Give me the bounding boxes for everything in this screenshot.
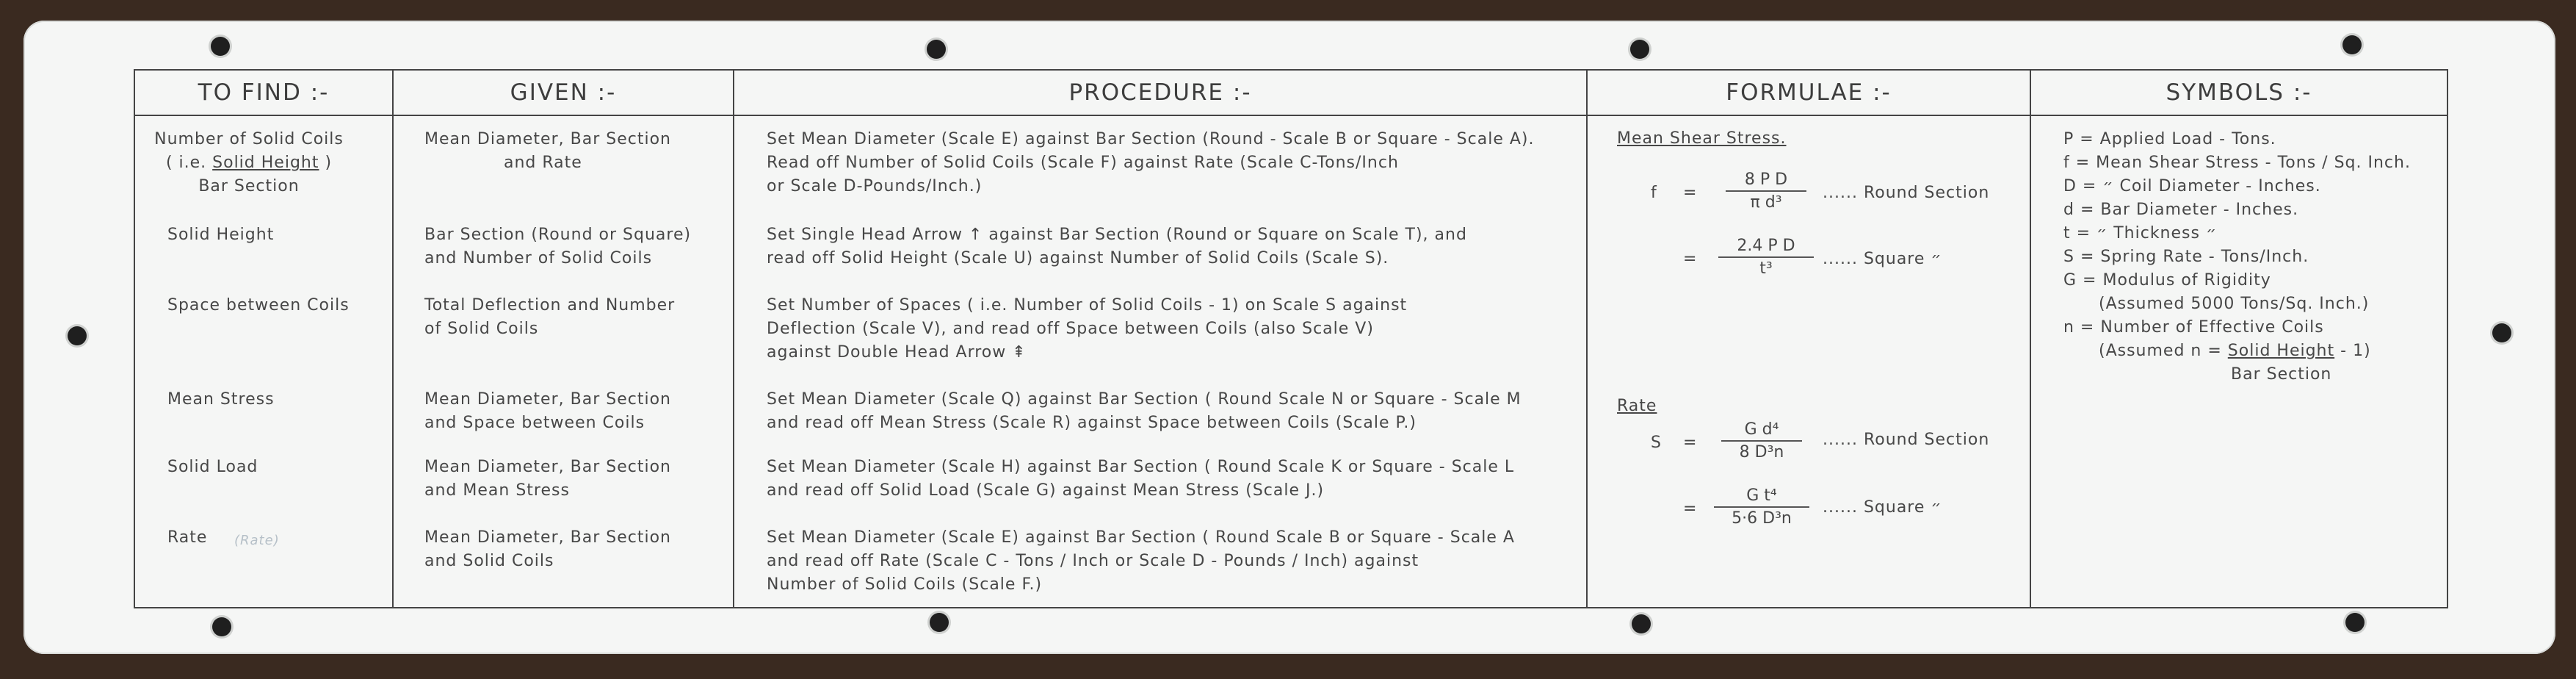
given-line: and Space between Coils bbox=[424, 414, 645, 432]
symbols-column bbox=[2030, 115, 2447, 608]
table-body bbox=[134, 115, 2447, 608]
equals-sign: = bbox=[1683, 500, 1698, 518]
formulae-column bbox=[1587, 115, 2030, 608]
procedure-line: Set Mean Diameter (Scale Q) against Bar Section ( Round Scale N or Square - Scale M bbox=[767, 390, 1522, 409]
mounting-hole bbox=[2342, 35, 2362, 54]
procedure-line: Set Single Head Arrow ↑ against Bar Section (Round or Square on Scale T), and bbox=[767, 226, 1467, 244]
given-line: Mean Diameter, Bar Section bbox=[424, 130, 671, 148]
row-procedure bbox=[734, 223, 1586, 294]
find-line: Solid Load bbox=[167, 458, 258, 476]
fraction-denominator: 5·6 D³n bbox=[1732, 509, 1792, 528]
row-find bbox=[135, 456, 392, 526]
symbol-line: d = Bar Diameter - Inches. bbox=[2063, 201, 2299, 219]
procedure-line: Deflection (Scale V), and read off Space between Coils (also Scale V) bbox=[767, 320, 1374, 338]
fraction-numerator: G d⁴ bbox=[1721, 420, 1802, 442]
header-symbols: SYMBOLS :- bbox=[2030, 70, 2447, 115]
row-procedure bbox=[734, 294, 1586, 388]
equals-sign: = bbox=[1683, 184, 1698, 202]
procedure-line: Set Mean Diameter (Scale H) against Bar Section ( Round Scale K or Square - Scale L bbox=[767, 458, 1515, 476]
procedure-line: and read off Rate (Scale C - Tons / Inch or Scale D - Pounds / Inch) against bbox=[767, 552, 1419, 570]
shear-square-fraction bbox=[1718, 237, 1814, 278]
symbols-list bbox=[2031, 128, 2447, 387]
mounting-hole bbox=[211, 37, 230, 56]
pencil-note: (Rate) bbox=[234, 533, 280, 548]
procedure-line: Read off Number of Solid Coils (Scale F) against Rate (Scale C-Tons/Inch bbox=[767, 154, 1399, 172]
procedure-line: Set Mean Diameter (Scale E) against Bar Section ( Round Scale B or Square - Scale A bbox=[767, 528, 1515, 547]
given-line: and Number of Solid Coils bbox=[424, 249, 653, 267]
formulae-block bbox=[1588, 116, 2030, 607]
f-variable: f bbox=[1651, 184, 1657, 202]
symbol-line: S = Spring Rate - Tons/Inch. bbox=[2063, 248, 2309, 266]
fraction-numerator: 8 P D bbox=[1726, 170, 1806, 192]
mounting-hole bbox=[2492, 323, 2511, 342]
mounting-hole bbox=[212, 617, 231, 636]
given-line: Mean Diameter, Bar Section bbox=[424, 390, 671, 409]
procedure-line: Set Number of Spaces ( i.e. Number of Solid Coils - 1) on Scale S against bbox=[767, 296, 1408, 315]
given-line: Bar Section (Round or Square) bbox=[424, 226, 692, 244]
header-to-find: TO FIND :- bbox=[134, 70, 393, 115]
procedure-line: Number of Solid Coils (Scale F.) bbox=[767, 575, 1043, 594]
row-given bbox=[394, 526, 733, 570]
procedure-line: Set Mean Diameter (Scale E) against Bar Section (Round - Scale B or Square - Scale A). bbox=[767, 130, 1535, 148]
procedure-line: or Scale D-Pounds/Inch.) bbox=[767, 177, 983, 195]
round-section-label: ...... Round Section bbox=[1823, 431, 1990, 449]
mounting-hole bbox=[68, 326, 87, 345]
find-line: Bar Section bbox=[198, 177, 300, 195]
symbol-line: P = Applied Load - Tons. bbox=[2063, 130, 2276, 148]
symbol-line: D = ״ Coil Diameter - Inches. bbox=[2063, 177, 2321, 195]
given-line: and Mean Stress bbox=[424, 481, 570, 500]
row-procedure bbox=[734, 388, 1586, 456]
symbol-line: (Assumed 5000 Tons/Sq. Inch.) bbox=[2099, 295, 2370, 313]
procedure-line: and read off Solid Load (Scale G) against Mean Stress (Scale J.) bbox=[767, 481, 1325, 500]
row-given bbox=[394, 128, 733, 223]
symbol-line: Bar Section bbox=[2231, 365, 2332, 384]
fraction-denominator: π d³ bbox=[1750, 193, 1782, 212]
row-procedure bbox=[734, 128, 1586, 223]
procedure-column bbox=[734, 115, 1587, 608]
find-line: Solid Height bbox=[167, 226, 275, 244]
symbol-line: G = Modulus of Rigidity bbox=[2063, 271, 2271, 290]
mounting-hole bbox=[2345, 613, 2365, 632]
equals-sign: = bbox=[1683, 250, 1698, 268]
equals-sign: = bbox=[1683, 434, 1698, 452]
square-label: ...... Square ״ bbox=[1823, 250, 1942, 268]
row-find bbox=[135, 223, 392, 294]
row-find bbox=[135, 128, 348, 223]
rate-title: Rate bbox=[1617, 397, 1657, 415]
given-line: Mean Diameter, Bar Section bbox=[424, 528, 671, 547]
procedure-line: against Double Head Arrow ⇞ bbox=[767, 343, 1027, 362]
row-procedure bbox=[734, 526, 1586, 597]
find-line: Rate bbox=[167, 528, 208, 547]
find-line: ( i.e. Solid Height ) bbox=[165, 154, 333, 172]
round-section-label: ...... Round Section bbox=[1823, 184, 1990, 202]
given-line: Total Deflection and Number bbox=[424, 296, 676, 315]
row-find bbox=[135, 526, 392, 570]
shear-round-fraction bbox=[1726, 170, 1806, 212]
mounting-hole bbox=[1632, 614, 1651, 633]
row-procedure bbox=[734, 456, 1586, 526]
given-column bbox=[393, 115, 734, 608]
spring-calculation-table bbox=[134, 69, 2448, 608]
symbol-line: t = ״ Thickness ״ bbox=[2063, 224, 2218, 242]
given-line: and Rate bbox=[504, 154, 582, 172]
row-given bbox=[394, 294, 733, 388]
header-formulae: FORMULAE :- bbox=[1587, 70, 2030, 115]
row-find bbox=[135, 294, 392, 388]
symbol-underlined: Solid Height bbox=[2227, 342, 2335, 360]
mounting-hole bbox=[1630, 40, 1649, 59]
square-label: ...... Square ״ bbox=[1823, 498, 1942, 517]
shear-stress-title: Mean Shear Stress. bbox=[1617, 129, 1787, 148]
row-given bbox=[394, 388, 733, 456]
fraction-denominator: 8 D³n bbox=[1739, 443, 1784, 461]
mounting-hole bbox=[927, 40, 946, 59]
row-given bbox=[394, 223, 733, 294]
header-procedure: PROCEDURE :- bbox=[734, 70, 1587, 115]
row-find bbox=[135, 388, 392, 456]
symbol-line: (Assumed n = Solid Height - 1) bbox=[2099, 342, 2371, 360]
rate-round-fraction bbox=[1721, 420, 1802, 461]
symbol-line: n = Number of Effective Coils bbox=[2063, 318, 2324, 337]
row-given bbox=[394, 456, 733, 526]
procedure-line: and read off Mean Stress (Scale R) against Space between Coils (Scale P.) bbox=[767, 414, 1417, 432]
header-row bbox=[134, 70, 2447, 115]
mounting-hole bbox=[930, 613, 949, 632]
find-line: Mean Stress bbox=[167, 390, 275, 409]
rate-square-fraction bbox=[1714, 486, 1809, 528]
fraction-denominator: t³ bbox=[1759, 259, 1773, 278]
given-line: of Solid Coils bbox=[424, 320, 539, 338]
find-line: Space between Coils bbox=[167, 296, 350, 315]
to-find-column bbox=[134, 115, 393, 608]
s-variable: S bbox=[1651, 434, 1662, 452]
procedure-line: read off Solid Height (Scale U) against Number of Solid Coils (Scale S). bbox=[767, 249, 1389, 267]
given-line: Mean Diameter, Bar Section bbox=[424, 458, 671, 476]
symbol-line: f = Mean Shear Stress - Tons / Sq. Inch. bbox=[2063, 154, 2411, 172]
fraction-numerator: G t⁴ bbox=[1714, 486, 1809, 508]
find-underlined: Solid Height bbox=[212, 154, 319, 172]
slide-rule-panel bbox=[23, 21, 2555, 654]
given-line: and Solid Coils bbox=[424, 552, 554, 570]
fraction-numerator: 2.4 P D bbox=[1718, 237, 1814, 258]
find-line: Number of Solid Coils bbox=[154, 130, 344, 148]
header-given: GIVEN :- bbox=[393, 70, 734, 115]
